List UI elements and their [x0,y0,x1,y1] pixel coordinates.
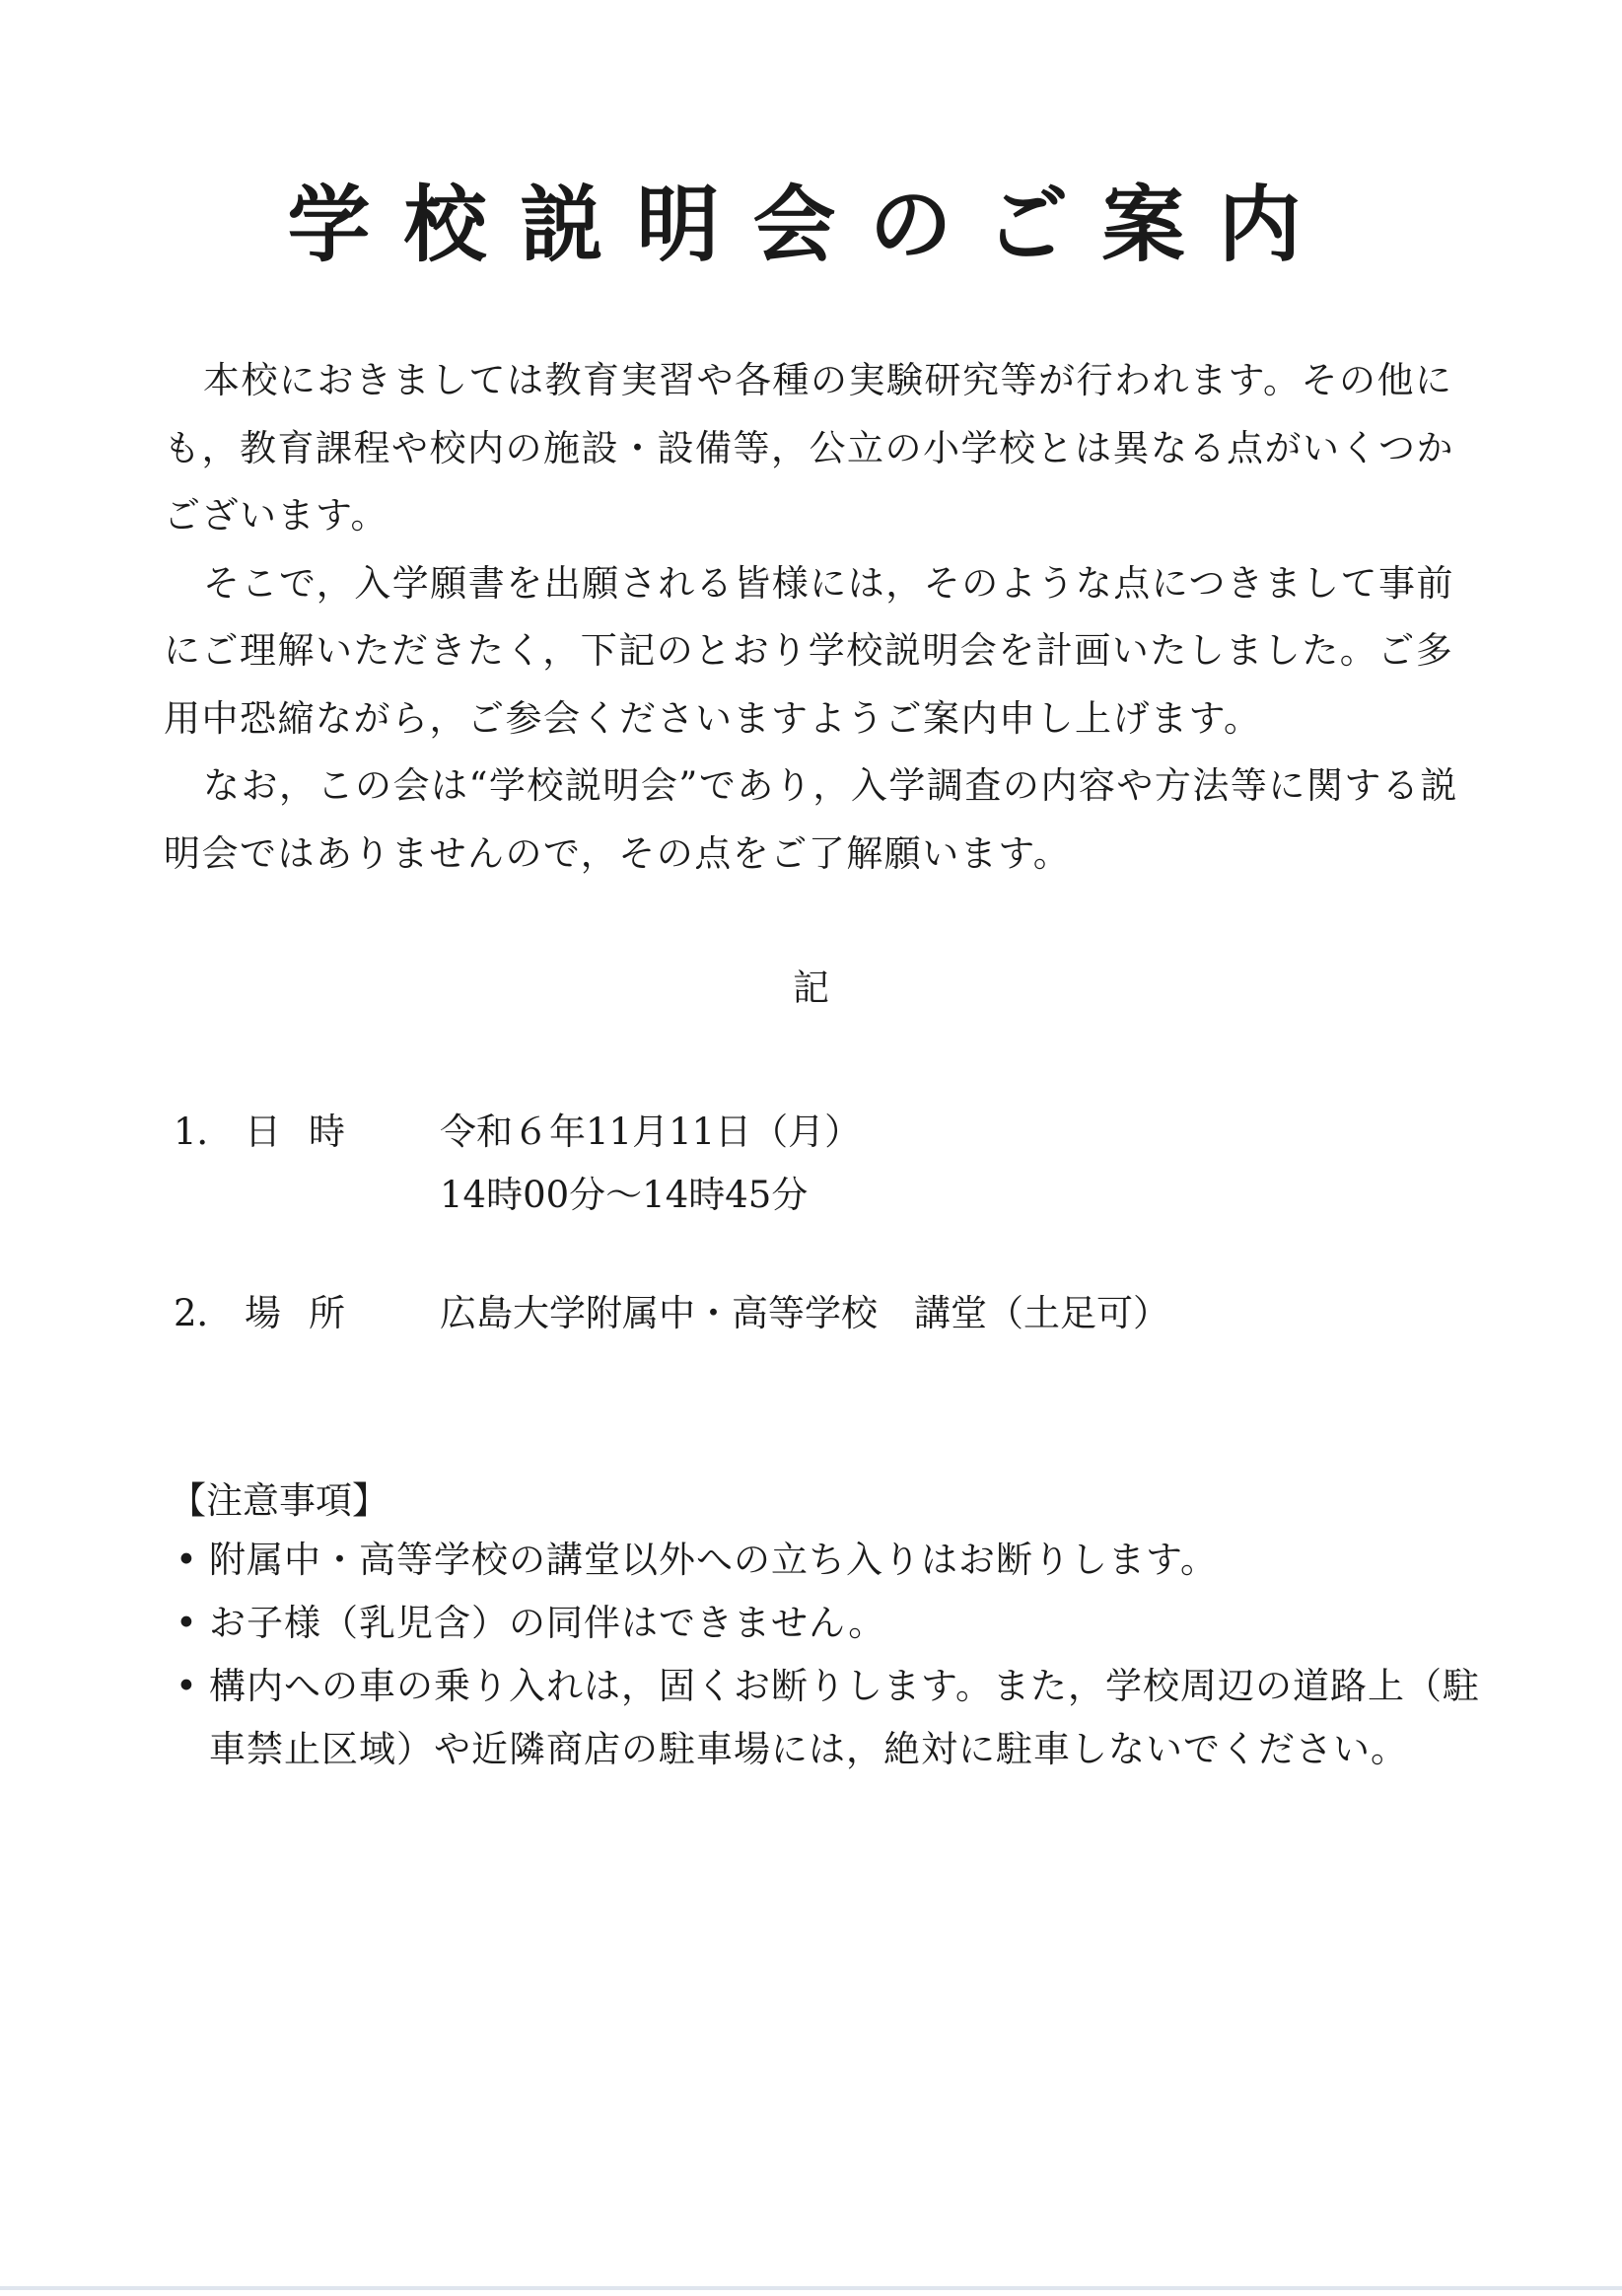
page-title: 学校説明会のご案内 [287,176,1335,273]
page-bottom-edge [0,2286,1622,2290]
bullet-icon: • [176,1602,198,1644]
item-number: 2． [174,1292,234,1334]
bullet-icon: • [176,1665,198,1707]
item-value-line: 14時00分～14時45分 [440,1174,809,1216]
item-value-line: 広島大学附属中・高等学校 講堂（土足可） [440,1292,1169,1334]
bullet-icon: • [176,1539,198,1581]
list-item [170,1592,1481,1655]
item-label: 日時 [245,1111,373,1153]
list-item [170,1529,1481,1592]
list-item [170,1655,1481,1781]
intro-paragraph: なお，この会は“学校説明会”であり，入学調査の内容や方法等に関する説明会ではありませんので，その点をご了解願います。 [164,764,1458,875]
intro-text [164,347,1475,888]
item-value [440,1101,861,1227]
item-label: 場所 [245,1292,373,1334]
note-text: お子様（乳児含）の同伴はできません。 [209,1602,886,1644]
note-text: 附属中・高等学校の講堂以外への立ち入りはお断りします。 [209,1539,1219,1581]
notes-list [170,1529,1481,1781]
ki-marker: 記 [793,967,829,1009]
item-number: 1． [174,1111,234,1153]
note-text: 構内への車の乗り入れは，固くお断りします。また，学校周辺の道路上（駐車禁止区域）や近隣商店の駐車場には，絶対に駐車しないでください。 [209,1665,1481,1770]
item-value [440,1282,1169,1345]
intro-paragraph: そこで，入学願書を出願される皆様には，そのような点につきまして事前にご理解いただきたく，下記のとおり学校説明会を計画いたしました。ご多用中恐縮ながら，ご参会くださいますようご案内申し上げます。 [164,561,1455,740]
notes-heading: 【注意事項】 [170,1479,388,1522]
intro-paragraph: 本校におきましては教育実習や各種の実験研究等が行われます。その他にも，教育課程や校内の施設・設備等，公立の小学校とは異なる点がいくつかございます。 [164,359,1454,537]
item-value-line: 令和６年11月11日（月） [440,1111,862,1153]
